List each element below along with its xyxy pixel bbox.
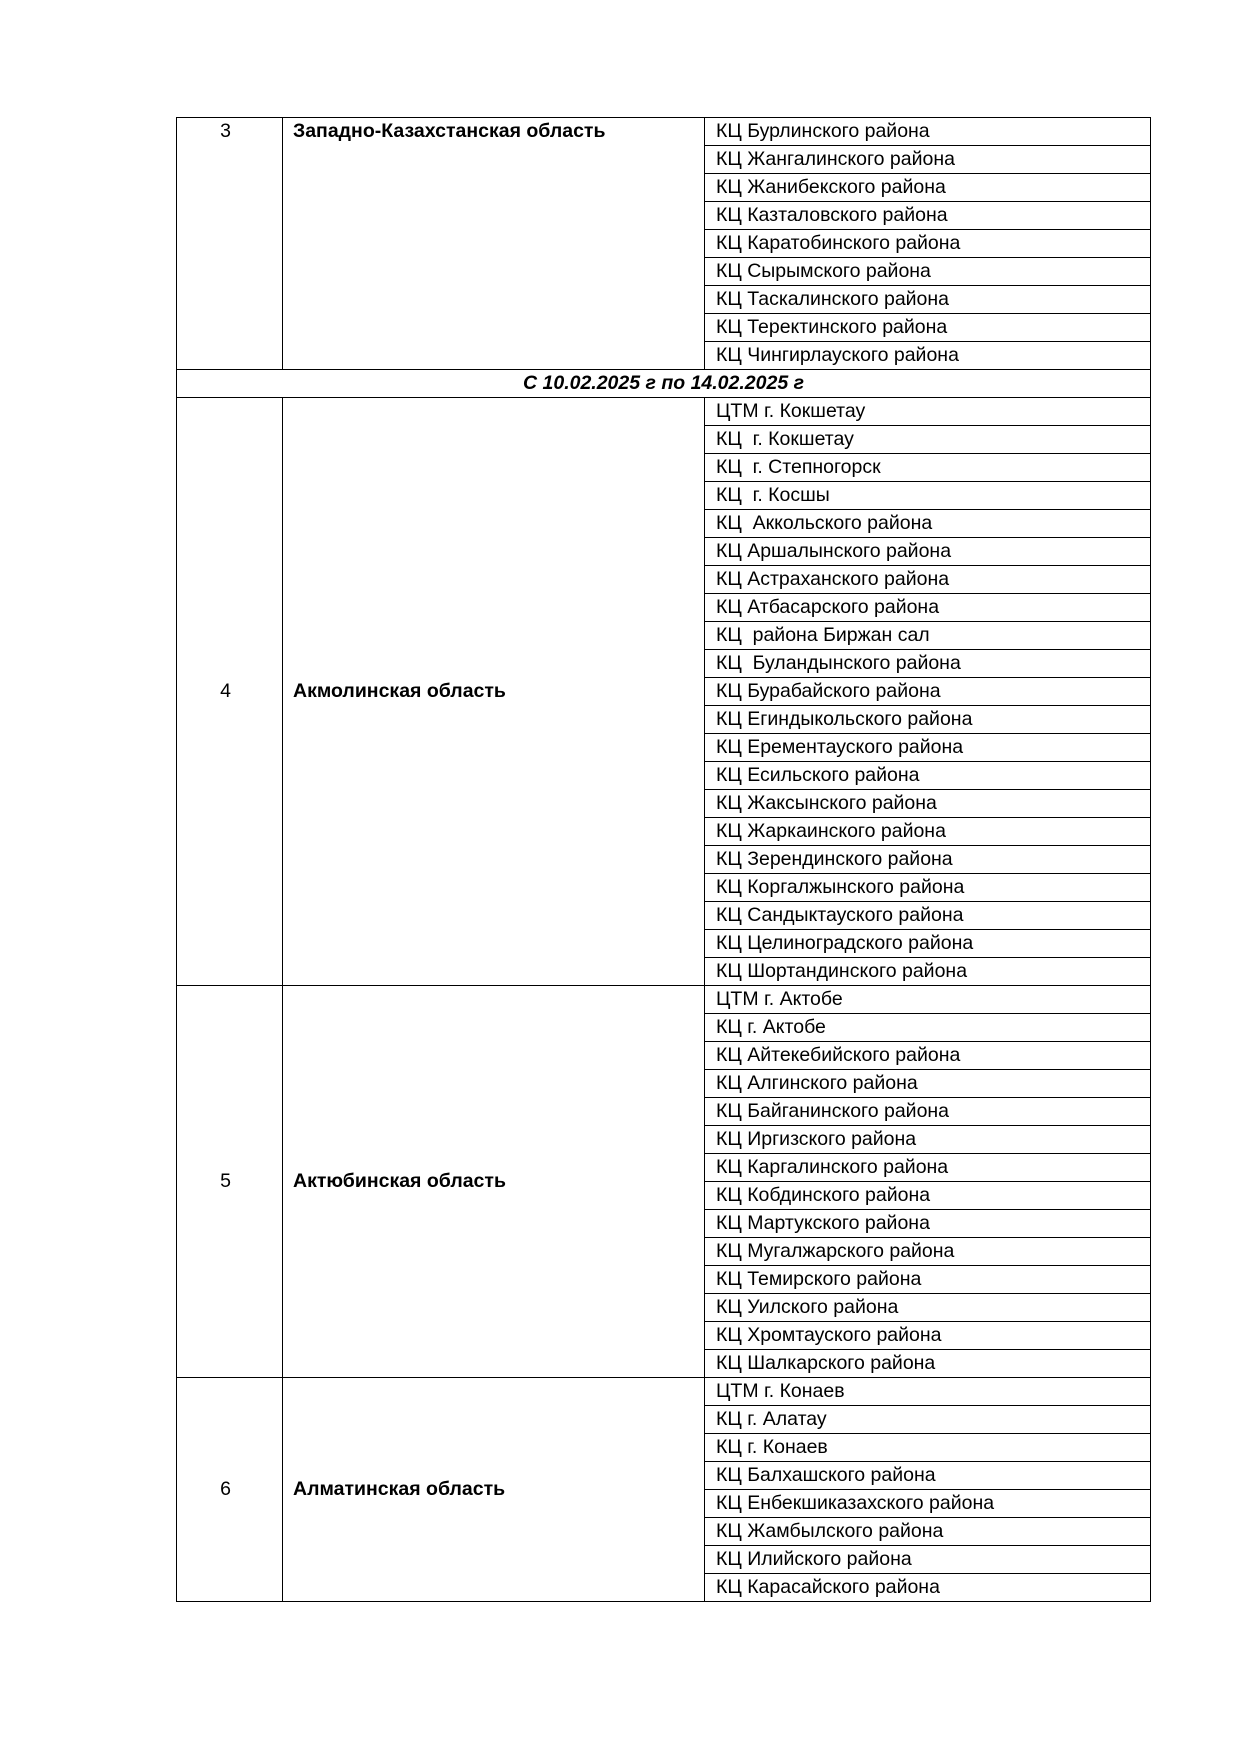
center-name: КЦ Жаркаинского района bbox=[705, 818, 1151, 846]
region-name: Алматинская область bbox=[283, 1378, 705, 1602]
center-name: КЦ района Биржан сал bbox=[705, 622, 1151, 650]
center-name: КЦ Хромтауского района bbox=[705, 1322, 1151, 1350]
center-name: КЦ Шортандинского района bbox=[705, 958, 1151, 986]
center-name: КЦ Жамбылского района bbox=[705, 1518, 1151, 1546]
center-name: ЦТМ г. Конаев bbox=[705, 1378, 1151, 1406]
table-body bbox=[177, 118, 1151, 1602]
region-number: 5 bbox=[177, 986, 283, 1378]
center-name: КЦ Астраханского района bbox=[705, 566, 1151, 594]
period-heading: С 10.02.2025 г по 14.02.2025 г bbox=[177, 370, 1151, 398]
center-name: КЦ Илийского района bbox=[705, 1546, 1151, 1574]
center-name: КЦ Сырымского района bbox=[705, 258, 1151, 286]
center-name: КЦ Жаксынского района bbox=[705, 790, 1151, 818]
center-name: КЦ Балхашского района bbox=[705, 1462, 1151, 1490]
center-name: КЦ Байганинского района bbox=[705, 1098, 1151, 1126]
table-row bbox=[177, 1378, 1151, 1406]
center-name: КЦ Енбекшиказахского района bbox=[705, 1490, 1151, 1518]
center-name: КЦ г. Степногорск bbox=[705, 454, 1151, 482]
center-name: КЦ Жангалинского района bbox=[705, 146, 1151, 174]
table-row bbox=[177, 986, 1151, 1014]
center-name: КЦ Теректинского района bbox=[705, 314, 1151, 342]
center-name: КЦ Бурлинского района bbox=[705, 118, 1151, 146]
region-number: 4 bbox=[177, 398, 283, 986]
center-name: КЦ Ерементауского района bbox=[705, 734, 1151, 762]
center-name: КЦ Мугалжарского района bbox=[705, 1238, 1151, 1266]
center-name: КЦ Чингирлауского района bbox=[705, 342, 1151, 370]
center-name: КЦ Атбасарского района bbox=[705, 594, 1151, 622]
center-name: КЦ Таскалинского района bbox=[705, 286, 1151, 314]
center-name: КЦ Шалкарского района bbox=[705, 1350, 1151, 1378]
region-number: 6 bbox=[177, 1378, 283, 1602]
center-name: КЦ Коргалжынского района bbox=[705, 874, 1151, 902]
center-name: КЦ Целиноградского района bbox=[705, 930, 1151, 958]
center-name: КЦ г. Косшы bbox=[705, 482, 1151, 510]
center-name: КЦ г. Алатау bbox=[705, 1406, 1151, 1434]
center-name: КЦ Егиндыкольского района bbox=[705, 706, 1151, 734]
center-name: КЦ Каратобинского района bbox=[705, 230, 1151, 258]
region-name: Западно-Казахстанская область bbox=[283, 118, 705, 370]
center-name: КЦ Каргалинского района bbox=[705, 1154, 1151, 1182]
center-name: КЦ Кобдинского района bbox=[705, 1182, 1151, 1210]
center-name: КЦ г. Актобе bbox=[705, 1014, 1151, 1042]
region-name: Актюбинская область bbox=[283, 986, 705, 1378]
region-number: 3 bbox=[177, 118, 283, 370]
center-name: КЦ г. Кокшетау bbox=[705, 426, 1151, 454]
center-name: КЦ Темирского района bbox=[705, 1266, 1151, 1294]
center-name: КЦ Зерендинского района bbox=[705, 846, 1151, 874]
center-name: КЦ Иргизского района bbox=[705, 1126, 1151, 1154]
period-row bbox=[177, 370, 1151, 398]
center-name: КЦ Жанибекского района bbox=[705, 174, 1151, 202]
table-row bbox=[177, 118, 1151, 146]
center-name: КЦ Карасайского района bbox=[705, 1574, 1151, 1602]
region-name: Акмолинская область bbox=[283, 398, 705, 986]
center-name: КЦ Аккольского района bbox=[705, 510, 1151, 538]
service-centers-table bbox=[176, 117, 1151, 1602]
center-name: ЦТМ г. Актобе bbox=[705, 986, 1151, 1014]
center-name: КЦ Алгинского района bbox=[705, 1070, 1151, 1098]
center-name: КЦ Бурабайского района bbox=[705, 678, 1151, 706]
center-name: КЦ Есильского района bbox=[705, 762, 1151, 790]
table-row bbox=[177, 398, 1151, 426]
center-name: КЦ г. Конаев bbox=[705, 1434, 1151, 1462]
center-name: КЦ Уилского района bbox=[705, 1294, 1151, 1322]
center-name: КЦ Казталовского района bbox=[705, 202, 1151, 230]
center-name: КЦ Сандыктауского района bbox=[705, 902, 1151, 930]
center-name: КЦ Буландынского района bbox=[705, 650, 1151, 678]
center-name: ЦТМ г. Кокшетау bbox=[705, 398, 1151, 426]
center-name: КЦ Айтекебийского района bbox=[705, 1042, 1151, 1070]
center-name: КЦ Мартукского района bbox=[705, 1210, 1151, 1238]
center-name: КЦ Аршалынского района bbox=[705, 538, 1151, 566]
